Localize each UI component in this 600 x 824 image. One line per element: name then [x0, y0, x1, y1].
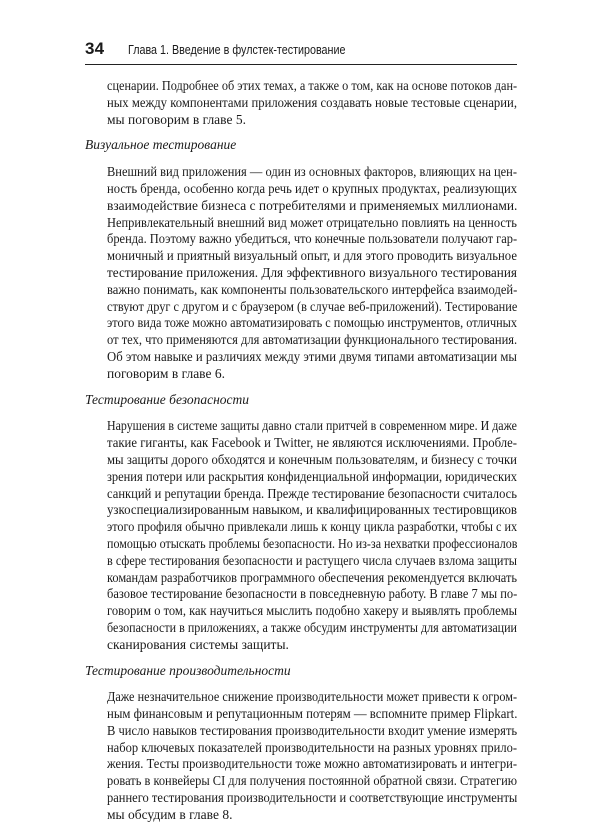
- text-line: такие гиганты, как Facebook и Twitter, не являются исключениями. Пробле-: [107, 435, 517, 451]
- text-line: в сфере тестирования безопасности и растущего числа случаев взлома защиты: [107, 552, 518, 568]
- text-line: ность бренда, особенно когда речь идет о крупных продуктах, реализующих: [107, 180, 517, 196]
- text-line: сканирования системы защиты.: [107, 636, 289, 652]
- text-line: этого профиля обычно привлекали лишь к концу цикла разработки, чтобы с их: [107, 519, 518, 535]
- text-line: этого вида тоже можно автоматизировать с помощью инструментов, отличных: [107, 315, 518, 331]
- text-line: безопасности в приложениях, а также обсудим инструменты для автоматизации: [107, 619, 517, 635]
- paragraph-visual-testing: [85, 164, 517, 382]
- text-line: ным финансовым и репутационным потерям — вспомните пример Flipkart.: [107, 706, 518, 722]
- text-line: Внешний вид приложения — один из основных факторов, влияющих на цен-: [107, 164, 517, 180]
- text-line: поговорим в главе 6.: [107, 365, 225, 381]
- text-line: моничный и приятный визуальный опыт, и для этого проводить визуальное: [107, 248, 517, 264]
- text-line: сценарии. Подробнее об этих темах, а также о том, как на основе потоков дан-: [107, 78, 518, 93]
- section-heading-visual-testing: Визуальное тестирование: [85, 137, 237, 153]
- text-line: взаимодействие бизнеса с потребителями и применяемых миллионами.: [107, 197, 518, 213]
- text-line: Даже незначительное снижение производительности может привести к огром-: [107, 689, 518, 705]
- text-line: Об этом навыке и различиях между этими двумя типами автоматизации мы: [107, 348, 517, 364]
- text-line: ровать в конвейеры CI для получения постоянной обратной связи. Стратегию: [107, 773, 518, 789]
- text-line: тестирование приложения. Для эффективного визуального тестирования: [107, 264, 517, 280]
- text-line: Нарушения в системе защиты давно стали притчей в современном мире. И даже: [107, 418, 517, 434]
- header-rule: [85, 64, 517, 65]
- text-line: узкоспециализированным навыком, и квалифицированных тестировщиков: [107, 502, 518, 518]
- text-line: санкций и репутации бренда. Прежде тестирование безопасности считалось: [107, 485, 517, 501]
- paragraph-performance-testing: [85, 689, 517, 823]
- text-line: мы защиты дорого обходятся и конечным пользователям, и бизнесу с точки: [107, 451, 517, 467]
- section-heading-security-testing: Тестирование безопасности: [85, 391, 250, 407]
- text-line: В число навыков тестирования производительности входит умение измерять: [107, 722, 518, 738]
- text-line: зрения потери или раскрытия конфиденциальной информации, юридических: [107, 468, 517, 484]
- running-head: [85, 30, 517, 66]
- page-number: 34: [85, 39, 105, 58]
- text-line: командам разработчиков программного обеспечения рекомендуется включать: [107, 569, 518, 585]
- text-line: Непривлекательный внешний вид может отрицательно повлиять на ценность: [107, 214, 517, 230]
- text-line: важно понимать, как компоненты пользовательского интерфейса взаимодей-: [107, 281, 518, 297]
- paragraph-continuation: [85, 78, 517, 128]
- text-line: помощью отыскать проблемы безопасности. Но из-за нехватки профессионалов: [107, 535, 518, 551]
- text-line: жения. Тесты производительности тоже можно автоматизировать и интегри-: [107, 756, 517, 772]
- paragraph-security-testing: [85, 418, 517, 653]
- text-line: раннего тестирования производительности и соответствующие инструменты: [107, 790, 518, 806]
- chapter-title: Глава 1. Введение в фулстек-тестирование: [128, 43, 346, 57]
- text-line: от тех, что применяются для автоматизации функционального тестирования.: [107, 332, 518, 348]
- section-heading-performance-testing: Тестирование производительности: [85, 662, 291, 678]
- text-line: ствуют друг с другом и с браузером (в случае веб-приложений). Тестирование: [107, 298, 518, 314]
- text-line: базовое тестирование безопасности в повседневную работу. В главе 7 мы по-: [107, 586, 518, 602]
- text-line: бренда. Поэтому важно убедиться, что конечные пользователи получают гар-: [107, 231, 518, 247]
- text-line: мы обсудим в главе 8.: [107, 806, 233, 822]
- text-line: набор ключевых показателей производительности на разных уровнях прило-: [107, 739, 517, 755]
- text-line: мы поговорим в главе 5.: [107, 111, 246, 127]
- text-line: говорим о том, как научиться мыслить подобно хакеру и выявлять проблемы: [107, 603, 518, 619]
- page-body: [85, 78, 517, 824]
- text-line: ных между компонентами приложения создавать новые тестовые сценарии,: [107, 94, 517, 110]
